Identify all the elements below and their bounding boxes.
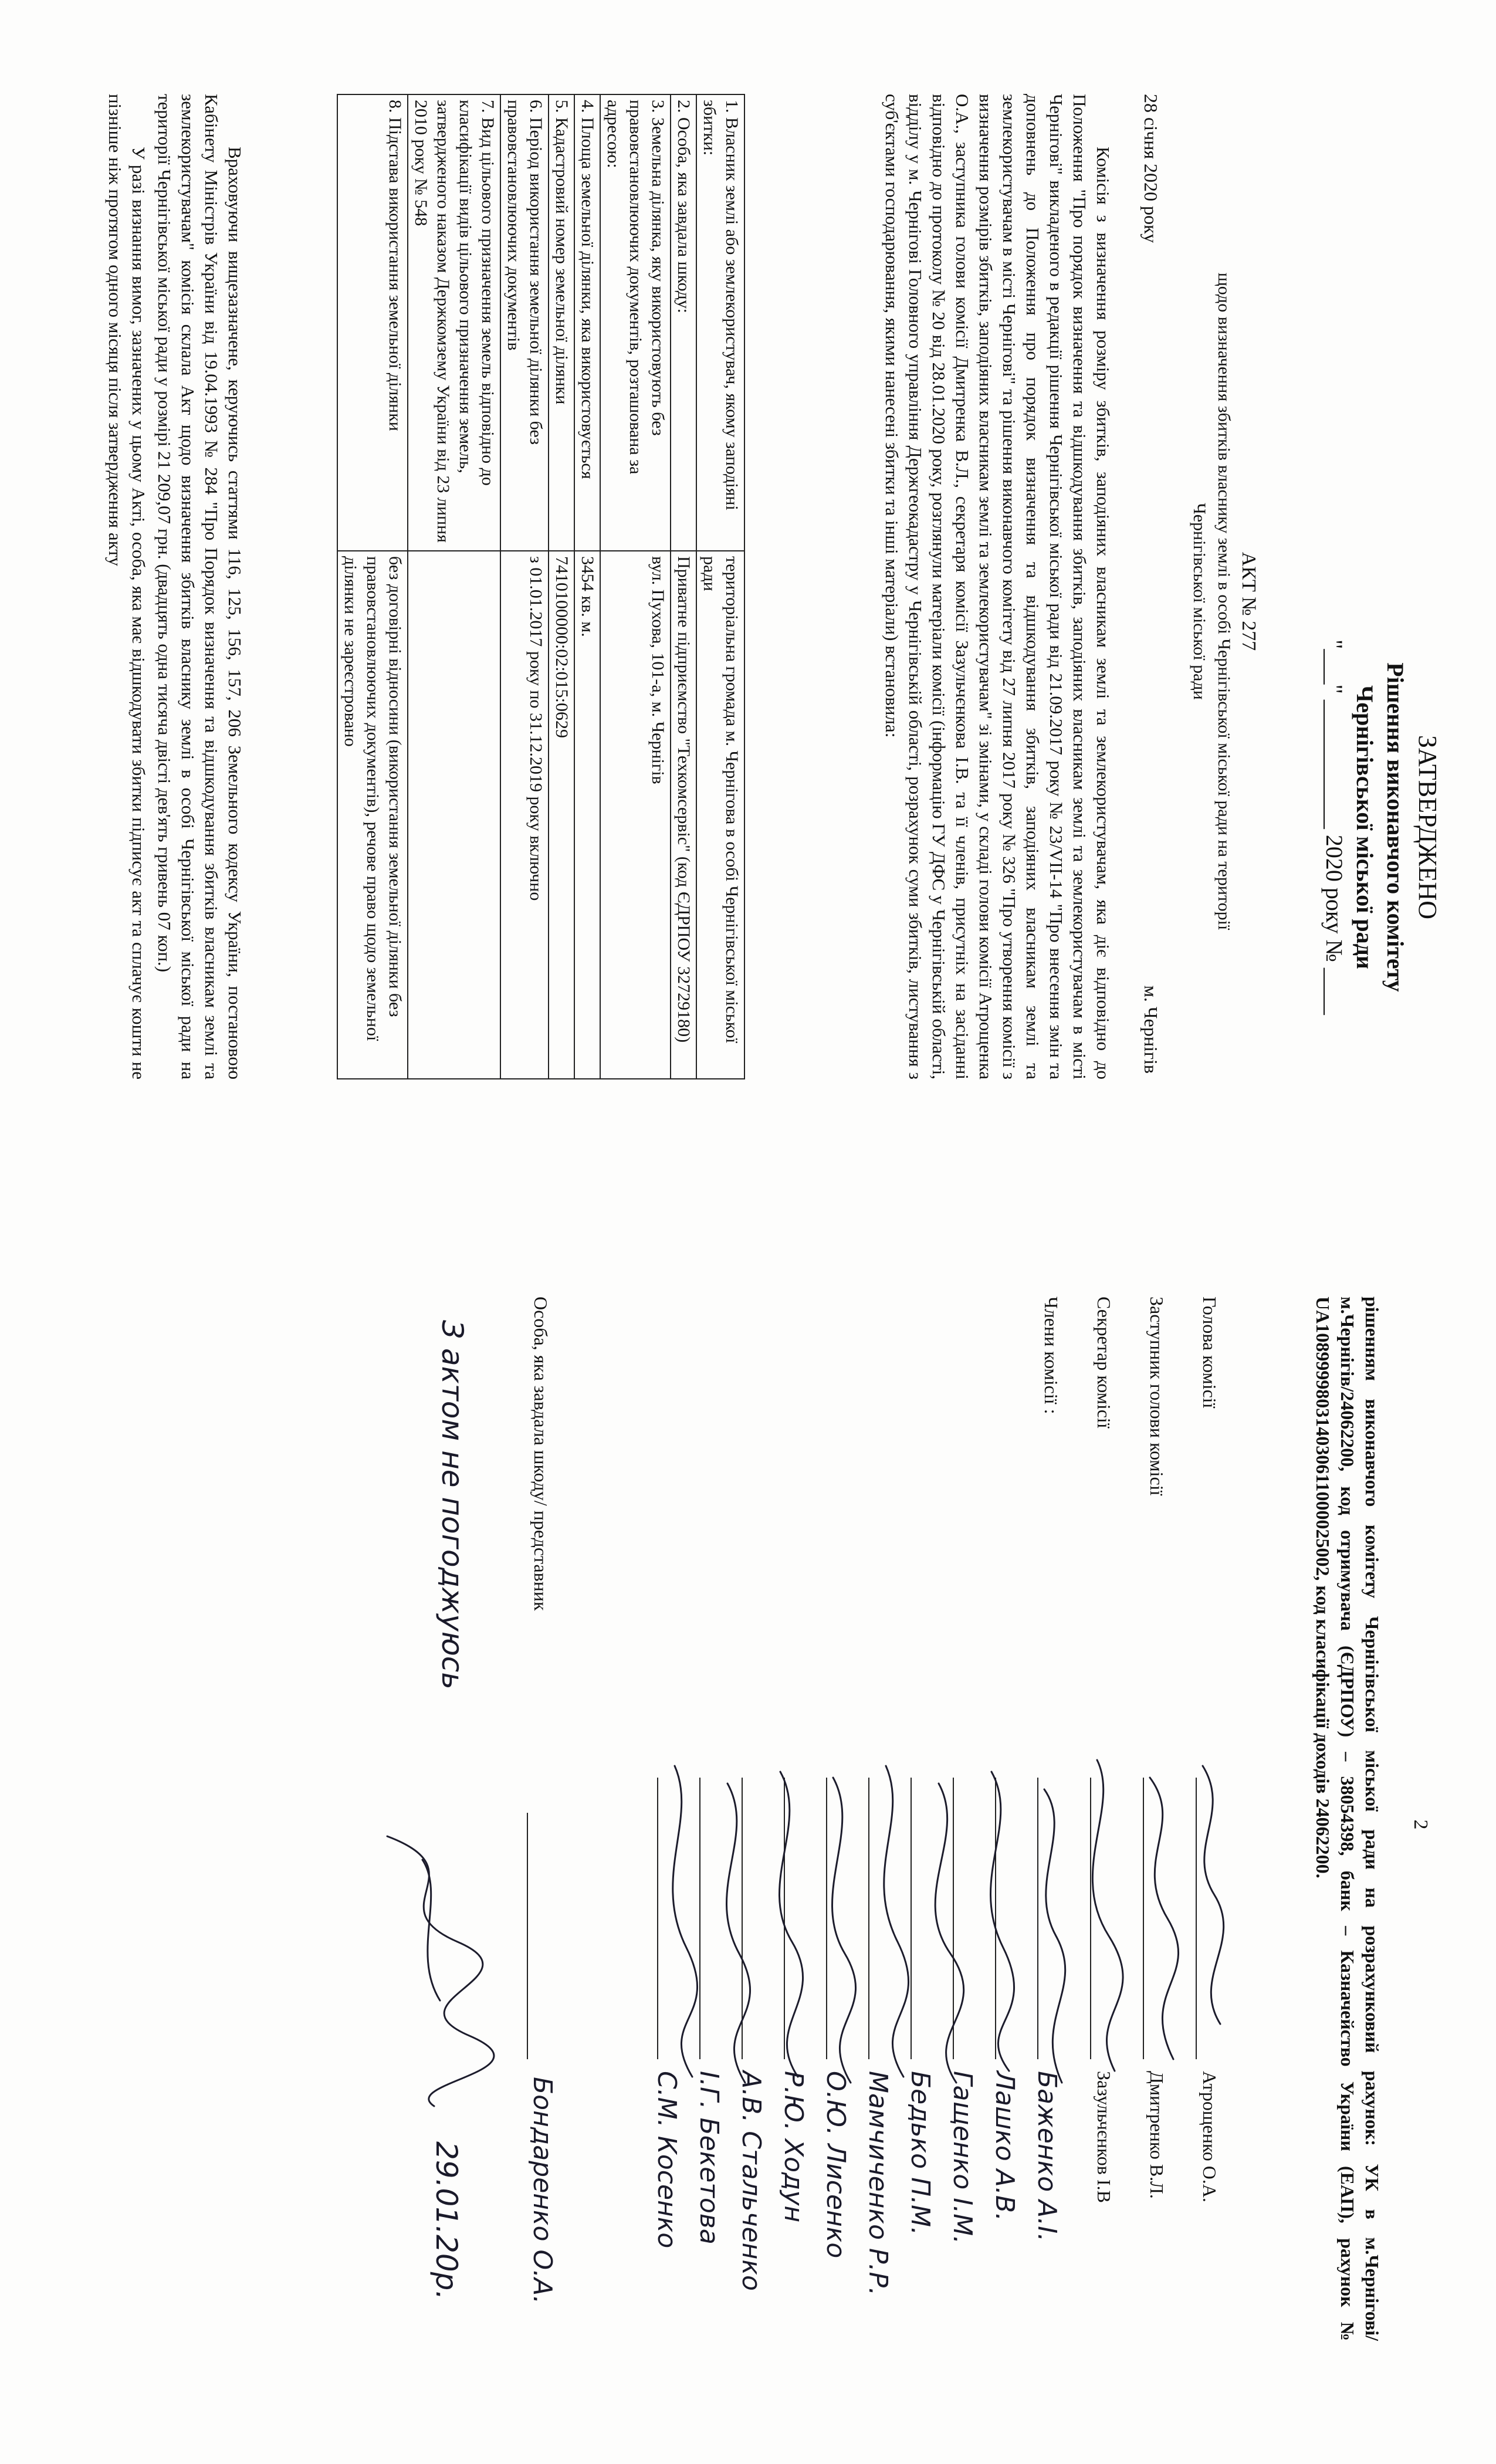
table-row <box>671 94 696 1079</box>
member-name: Гащенко І.М. <box>947 2071 977 2245</box>
table-cell-value: з 01.01.2017 року по 31.12.2019 року включно <box>500 551 549 1079</box>
approval-line-1: Рішення виконавчого комітету <box>1382 662 1409 992</box>
table-cell-label: 1. Власник землі або землекористувач, якому заподіяні збитки: <box>696 94 744 551</box>
secretary-name: Зазульчєнков І.В <box>1094 2071 1115 2203</box>
act-conclusion <box>101 94 246 1079</box>
member-name: А.В. Стальченко <box>736 2071 766 2291</box>
table-row <box>696 94 744 1079</box>
page-number: 2 <box>1410 1819 1431 1830</box>
table-cell-value: без договірні відносини (використання земельної ділянки без правовстановлюючих документів), речове право щодо земельної ділянки не зареєстровано <box>337 551 408 1079</box>
act-date: 28 січня 2020 року <box>1140 94 1162 243</box>
table-cell-value: територіальна громада м. Чернігова в особі Чернігівської міської ради <box>696 551 744 1079</box>
approval-date-line: "___" ___________ 2020 року № ____ <box>1321 639 1348 1015</box>
conclusion-paragraph-1: Враховуючи вищезазначене, керуючись статтями 116, 125, 156, 157, 206 Земельного кодексу України, постановою Кабінету Міністрів України від 19.04.1993 № 284 "Про Порядок визначення та відшкодування збитків власникам землі та землекористувачам" комісія склала Акт щодо визначення збитків власнику землі в особі Чернігівської міської ради на території Чернігівської міської ради у розмірі 21 209,07 грн. (двадцять одна тисяча двісті дев'ять гривень 07 коп.) <box>154 94 245 1079</box>
approval-title: ЗАТВЕРДЖЕНО <box>1413 735 1442 920</box>
member-name: Лашко А.В. <box>990 2071 1020 2222</box>
table-row <box>500 94 549 1079</box>
act-subtitle-2: Чернігівської міської ради <box>1190 503 1209 700</box>
handwritten-signatures <box>593 1742 1238 2106</box>
secretary-label: Секретар комісії <box>1094 1297 1115 1429</box>
table-cell-label: 3. Земельна ділянка, яку використовують без правовстановлюючих документів, розташована за адресою: <box>600 94 671 551</box>
table-row <box>600 94 671 1079</box>
act-intro <box>880 94 1115 1079</box>
debtor-handwritten-date: 29.01.20р. <box>429 2141 463 2300</box>
debtor-name: Бондаренко О.А. <box>527 2077 557 2304</box>
members-label: Члени комісії : <box>1041 1297 1062 1414</box>
table-cell-label: 5. Кадастровий номер земельної ділянки <box>549 94 574 551</box>
signature-row-debtor <box>516 1297 557 2341</box>
table-cell-value: вул. Пухова, 101-а, м. Чернігів <box>600 551 671 1079</box>
act-city: м. Чернігів <box>1140 985 1162 1074</box>
table-cell-label: 7. Вид цільового призначення земель відповідно до класифікації видів цільового призначення земель, затвердженого наказом Держкомзему України від 23 липня 2010 року № 548 <box>408 94 500 551</box>
member-name: Мамчиченко Р.Р. <box>863 2071 893 2296</box>
table-cell-label: 4. Площа земельної ділянки, яка використовується <box>574 94 600 551</box>
member-name: Баженко А.І. <box>1032 2071 1062 2242</box>
bank-details: рішенням виконавчого комітету Чернігівської міської ради на розрахунковий рахунок: УК в м.Чернігові/м.Чернігів/24062200, код отримувача (ЄДРПОУ) – 38054398, банк – Казначейство України (ЕАП), рахунок № UA108999980314030611000025002, код класифікації доходів 24062200. <box>1312 1297 1383 2341</box>
table-row <box>337 94 408 1079</box>
document-page-1 <box>23 88 1443 1115</box>
approval-line-2: Чернігівської міської ради <box>1352 685 1378 969</box>
member-name: Бедько П.М. <box>905 2071 935 2236</box>
act-subtitle: щодо визначення збитків власнику землі в особі Чернігівської міської ради на території <box>1214 272 1234 930</box>
table-cell-label: 2. Особа, яка завдала шкоду: <box>671 94 696 551</box>
chairman-label: Голова комісії <box>1199 1297 1220 1409</box>
member-name: Р.Ю. Ходун <box>779 2071 808 2223</box>
member-name: С.М. Косенко <box>652 2071 682 2249</box>
table-cell-value: 7410100000:02:015:0629 <box>549 551 574 1079</box>
table-row <box>549 94 574 1079</box>
act-title: АКТ № 277 <box>1238 551 1260 651</box>
document-page-2 <box>47 1297 1431 2353</box>
debtor-signature <box>364 1825 505 2118</box>
member-name: О.Ю. Лисенко <box>821 2071 851 2259</box>
debtor-handwritten-note: З актом не погоджуюсь <box>435 1320 469 1690</box>
info-table <box>337 94 745 1079</box>
table-cell-label: 8. Підстава використання земельної ділянки <box>337 94 408 551</box>
deputy-label: Заступник голови комісії <box>1146 1297 1167 1496</box>
table-cell-value <box>408 551 500 1079</box>
member-name: І.Г. Бекетова <box>694 2071 724 2245</box>
table-cell-label: 6. Період використання земельної ділянки без правовстановлюючих документів <box>500 94 549 551</box>
table-row <box>574 94 600 1079</box>
debtor-label: Особа, яка завдала шкоду/ представник <box>530 1297 551 1611</box>
signature-line <box>527 1813 551 2059</box>
table-row <box>408 94 500 1079</box>
table-cell-value: 3454 кв. м. <box>574 551 600 1079</box>
deputy-name: Дмитренко В.Л. <box>1146 2071 1167 2199</box>
act-intro-text: Комісія з визначення розміру збитків, заподіяних власникам землі та землекористувачам, яка діє відповідно до Положення "Про порядок визначення та відшкодування збитків, заподіяних власникам землі та землекористувачам в місті Чернігові" викладеного в редакції рішення Чернігівської міської ради від 21.09.2017 року № 23/VII-14 "Про внесення змін та доповнень до Положення про порядок визначення та відшкодування збитків, заподіяних власникам землі та землекористувачам в місті Чернігові" та рішення виконавчого комітету від 27 липня 2017 року № 326 "Про утворення комісії з визначення розмірів збитків, заподіяних власникам землі та землекористувачам" зі змінами, у складі голови комісії Атрощенка О.А., заступника голови комісії Дмитренка В.Л., секретаря комісії Зазульчєнкова І.В. та її членів, присутніх на засіданні відповідно до протоколу № 20 від 28.01.2020 року, розглянули матеріали комісії (інформацію ГУ ДФС у Чернігівській області, відділу у м. Чернігові Головного управління Держгеокадастру у Чернігівській області, розрахунок суми збитків, листування з суб'єктами господарювання, якими нанесені збитки та інші матеріали) встановила: <box>882 94 1113 1079</box>
chairman-name: Атрощенко О.А. <box>1199 2071 1220 2202</box>
table-cell-value: Приватне підприємство "Техкомсервіс" (код ЄДРПОУ 32729180) <box>671 551 696 1079</box>
conclusion-paragraph-2: У разі визнання вимог, зазначених у цьому Акті, особа, яка має відшкодувати збитки підписує акт та сплачує кошти не пізніше ніж протягом одного місяця після затвердження акту <box>105 94 149 1079</box>
